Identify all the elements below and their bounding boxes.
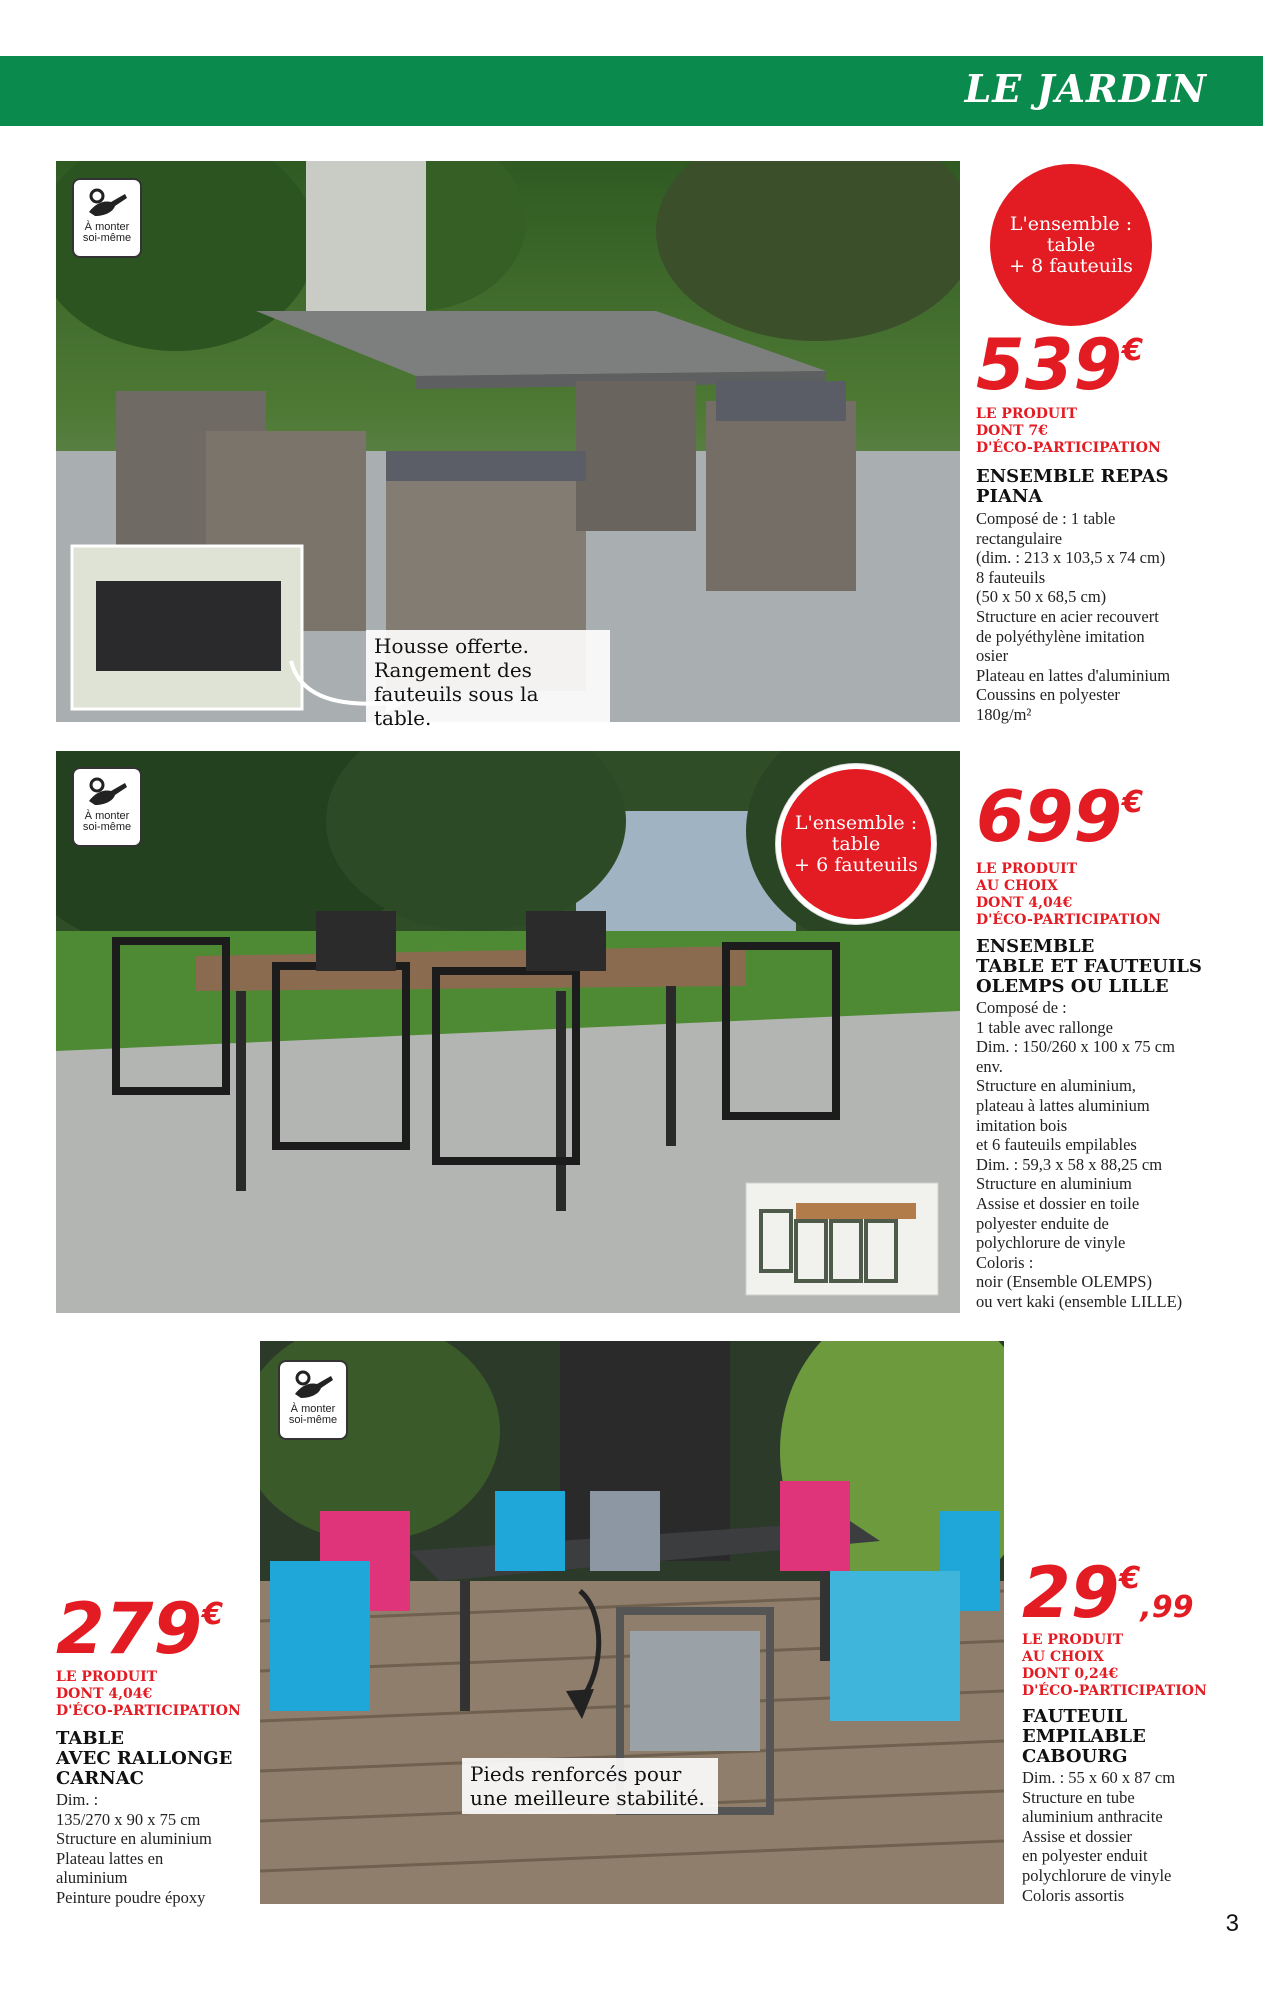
desc-line: aluminium [56,1868,128,1888]
callout-cover-offered [366,630,610,734]
price-carnac [56,1588,223,1670]
desc-line: Structure en acier recouvert [976,606,1159,626]
eco-line: D'ÉCO-PARTICIPATION [976,440,1161,456]
title-line: EMPILABLE [1022,1726,1146,1747]
assemble-yourself-badge [278,1360,348,1440]
price-cabourg [1022,1552,1194,1634]
product-description-olemps [976,998,1226,1312]
product-description-carnac [56,1790,256,1908]
desc-line: 180g/m² [976,704,1032,724]
desc-line: polychlorure de vinyle [976,1233,1126,1253]
desc-line: 135/270 x 90 x 75 cm [56,1809,201,1829]
price-currency: € [202,1597,223,1632]
title-line: CARNAC [56,1768,144,1789]
badge-line: + 6 fauteuils [794,853,918,876]
product-description-cabourg [1022,1768,1222,1905]
price-currency: € [1119,1561,1141,1596]
product-title-carnac [56,1729,232,1789]
badge-line: L'ensemble : [1009,212,1133,235]
title-line: TABLE [56,1728,124,1749]
desc-line: Structure en tube [1022,1787,1135,1807]
badge-line: L'ensemble : [794,811,918,834]
desc-line: de polyéthylène imitation [976,626,1145,646]
desc-line: Structure en aluminium [56,1829,212,1849]
callout-line: fauteuils sous la table. [374,682,539,730]
desc-line: 1 table avec rallonge [976,1017,1113,1037]
desc-line: et 6 fauteuils empilables [976,1135,1137,1155]
desc-line: Coussins en polyester [976,685,1120,705]
eco-participation-piana [976,406,1161,457]
set-badge-olemps [776,764,936,924]
price-olemps [976,776,1143,858]
desc-line: osier [976,646,1009,666]
eco-line: DONT 7€ [976,423,1048,439]
price-main: 539 [976,324,1123,406]
desc-line: Coloris : [976,1252,1034,1272]
callout-line: Housse offerte. [374,634,529,658]
desc-line: Peinture poudre époxy [56,1887,206,1907]
assemble-label-2: soi-même [82,232,132,244]
price-cents: ,99 [1140,1590,1194,1625]
desc-line: en polyester enduit [1022,1846,1148,1866]
product-title-piana [976,467,1169,507]
eco-line: AU CHOIX [976,878,1058,894]
eco-line: LE PRODUIT [976,406,1078,422]
eco-participation-cabourg [1022,1632,1207,1700]
assemble-label-1: À monter [290,1403,336,1415]
desc-line: Composé de : [976,998,1067,1017]
desc-line: Structure en aluminium, [976,1076,1136,1096]
desc-line: Dim. : 59,3 x 58 x 88,25 cm [976,1154,1163,1174]
price-main: 29 [1022,1552,1120,1634]
price-main: 279 [56,1588,203,1670]
eco-participation-carnac [56,1669,241,1720]
wrench-hand-icon [85,186,129,220]
desc-line: plateau à lattes aluminium [976,1095,1150,1115]
desc-line: imitation bois [976,1115,1068,1135]
product-description-piana [976,509,1216,725]
callout-line: Rangement des [374,658,532,682]
badge-line: table [1046,233,1096,256]
desc-line: Assise et dossier [1022,1826,1132,1846]
title-line: ENSEMBLE REPAS [976,466,1169,487]
assemble-yourself-badge [72,767,142,847]
desc-line: Structure en aluminium [976,1174,1132,1194]
eco-line: D'ÉCO-PARTICIPATION [976,912,1161,928]
title-line: CABOURG [1022,1746,1128,1767]
badge-line: table [831,832,881,855]
eco-participation-olemps [976,861,1161,929]
section-title: LE JARDIN [964,66,1207,111]
title-line: FAUTEUIL [1022,1706,1128,1727]
desc-line: Dim. : 150/260 x 100 x 75 cm [976,1037,1175,1057]
desc-line: (50 x 50 x 68,5 cm) [976,587,1107,607]
set-badge-piana [990,164,1152,326]
price-currency: € [1122,333,1143,368]
eco-line: LE PRODUIT [56,1669,158,1685]
price-main: 699 [976,776,1123,858]
desc-line: rectangulaire [976,528,1063,548]
title-line: OLEMPS OU LILLE [976,976,1169,997]
section-header [0,56,1263,126]
eco-line: D'ÉCO-PARTICIPATION [56,1703,241,1719]
callout-line: une meilleure stabilité. [470,1786,705,1810]
eco-line: D'ÉCO-PARTICIPATION [1022,1683,1207,1699]
desc-line: noir (Ensemble OLEMPS) [976,1272,1152,1292]
eco-line: DONT 0,24€ [1022,1666,1119,1682]
product-photo-carnac [260,1341,1004,1904]
desc-line: Dim. : [56,1790,99,1809]
assemble-label-2: soi-même [288,1414,338,1426]
callout-reinforced-legs [462,1758,718,1814]
desc-line: Coloris assortis [1022,1885,1125,1905]
assemble-label-2: soi-même [82,821,132,833]
eco-line: LE PRODUIT [1022,1632,1124,1648]
eco-line: DONT 4,04€ [976,895,1073,911]
eco-line: DONT 4,04€ [56,1686,153,1702]
title-line: TABLE ET FAUTEUILS [976,956,1202,977]
eco-line: AU CHOIX [1022,1649,1104,1665]
desc-line: Assise et dossier en toile [976,1193,1140,1213]
price-piana [976,324,1143,406]
desc-line: env. [976,1056,1003,1076]
desc-line: Dim. : 55 x 60 x 87 cm [1022,1768,1176,1787]
desc-line: (dim. : 213 x 103,5 x 74 cm) [976,548,1166,568]
page-number: 3 [1225,1910,1239,1937]
assemble-label-1: À monter [84,810,130,822]
product-title-olemps [976,937,1202,997]
price-currency: € [1122,785,1143,820]
title-line: AVEC RALLONGE [56,1748,233,1769]
product-title-cabourg [1022,1707,1146,1767]
title-line: PIANA [976,486,1043,507]
assemble-label-1: À monter [84,221,130,233]
desc-line: 8 fauteuils [976,567,1046,587]
desc-line: Plateau en lattes d'aluminium [976,665,1171,685]
desc-line: polyester enduite de [976,1213,1109,1233]
desc-line: polychlorure de vinyle [1022,1865,1172,1885]
wrench-hand-icon [85,775,129,809]
desc-line: aluminium anthracite [1022,1807,1163,1827]
title-line: ENSEMBLE [976,936,1095,957]
eco-line: LE PRODUIT [976,861,1078,877]
badge-line: + 8 fauteuils [1009,254,1133,277]
desc-line: Composé de : 1 table [976,509,1116,528]
desc-line: Plateau lattes en [56,1848,164,1868]
wrench-hand-icon [291,1368,335,1402]
desc-line: ou vert kaki (ensemble LILLE) [976,1291,1183,1311]
callout-line: Pieds renforcés pour [470,1762,682,1786]
assemble-yourself-badge [72,178,142,258]
